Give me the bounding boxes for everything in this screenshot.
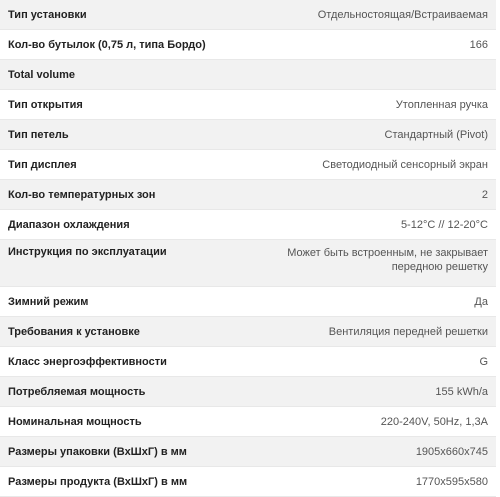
spec-label: Номинальная мощность	[0, 407, 256, 437]
spec-label: Потребляемая мощность	[0, 377, 256, 407]
spec-row-product-dimensions	[0, 467, 496, 497]
spec-value: Вентиляция передней решетки	[256, 317, 496, 347]
spec-label: Тип открытия	[0, 90, 256, 120]
spec-label: Тип петель	[0, 120, 256, 150]
spec-value: 155 kWh/a	[256, 377, 496, 407]
spec-row-bottle-count	[0, 30, 496, 60]
spec-value: Светодиодный сенсорный экран	[256, 150, 496, 180]
spec-row-rated-power	[0, 407, 496, 437]
spec-row-installation-requirements	[0, 317, 496, 347]
spec-label: Зимний режим	[0, 287, 256, 317]
spec-label: Кол-во бутылок (0,75 л, типа Бордо)	[0, 30, 256, 60]
spec-label: Тип установки	[0, 0, 256, 30]
spec-row-display-type	[0, 150, 496, 180]
spec-label: Тип дисплея	[0, 150, 256, 180]
spec-label: Класс энергоэффективности	[0, 347, 256, 377]
spec-value: Стандартный (Pivot)	[256, 120, 496, 150]
spec-row-package-dimensions	[0, 437, 496, 467]
spec-value: G	[256, 347, 496, 377]
spec-label: Размеры продукта (ВхШхГ) в мм	[0, 467, 256, 497]
spec-label: Total volume	[0, 60, 256, 90]
spec-value: 220-240V, 50Hz, 1,3A	[256, 407, 496, 437]
spec-label: Кол-во температурных зон	[0, 180, 256, 210]
spec-value: Может быть встроенным, не закрывает передною решетку	[256, 240, 496, 287]
spec-row-temperature-zones	[0, 180, 496, 210]
spec-value: 1905x660x745	[256, 437, 496, 467]
spec-value: Да	[256, 287, 496, 317]
spec-row-energy-class	[0, 347, 496, 377]
spec-label: Размеры упаковки (ВхШхГ) в мм	[0, 437, 256, 467]
spec-value: 5-12°C // 12-20°C	[256, 210, 496, 240]
spec-row-power-consumption	[0, 377, 496, 407]
spec-row-operating-instructions	[0, 240, 496, 287]
spec-label: Диапазон охлаждения	[0, 210, 256, 240]
spec-label: Требования к установке	[0, 317, 256, 347]
spec-value: Утопленная ручка	[256, 90, 496, 120]
spec-value: Отдельностоящая/Встраиваемая	[256, 0, 496, 30]
spec-value: 1770x595x580	[256, 467, 496, 497]
spec-value: 166	[256, 30, 496, 60]
spec-value	[256, 60, 496, 90]
spec-row-hinge-type	[0, 120, 496, 150]
spec-value: 2	[256, 180, 496, 210]
spec-row-total-volume	[0, 60, 496, 90]
spec-row-cooling-range	[0, 210, 496, 240]
spec-row-installation-type	[0, 0, 496, 30]
spec-row-opening-type	[0, 90, 496, 120]
spec-row-winter-mode	[0, 287, 496, 317]
spec-label: Инструкция по эксплуатации	[0, 240, 256, 287]
